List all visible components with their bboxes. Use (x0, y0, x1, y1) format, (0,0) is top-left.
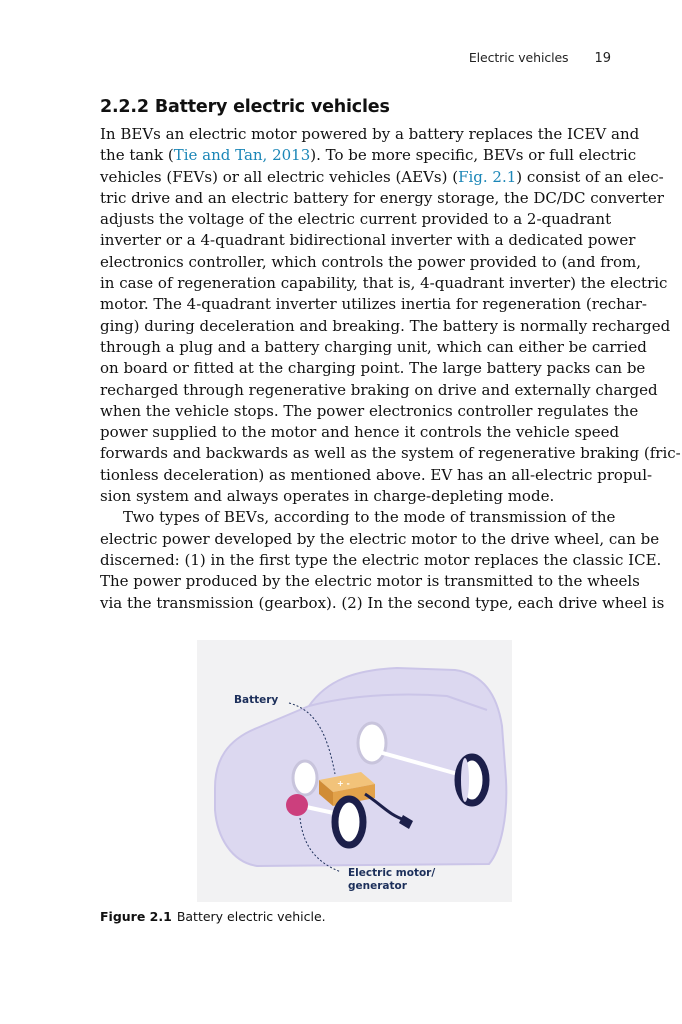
caption-label: Figure 2.1 (100, 909, 172, 924)
section-title: Battery electric vehicles (154, 97, 390, 117)
text-line: in case of regeneration capability, that is, 4-quadrant inverter) the electric (100, 274, 668, 293)
text-run: ) consist of an elec- (516, 167, 664, 186)
wheel-rear-left (358, 723, 386, 763)
text-run: vehicles (FEVs) or all electric vehicles (AEVs) ( (100, 167, 459, 186)
text-line: inverter or a 4-quadrant bidirectional inverter with a dedicated power (100, 231, 636, 250)
page-number: 19 (594, 51, 611, 66)
vehicle-illustration (197, 640, 512, 902)
text-line: electric power developed by the electric motor to the drive wheel, can be (100, 529, 660, 548)
figure-caption (100, 909, 326, 924)
text-line: electronics controller, which controls the power provided to (and from, (100, 252, 642, 271)
text-line (100, 167, 664, 188)
text-line: The power produced by the electric motor is transmitted to the wheels (100, 572, 640, 591)
running-head-title: Electric vehicles (468, 50, 569, 65)
wheel-front-right (335, 799, 363, 845)
text-line (100, 145, 637, 166)
body-text (100, 124, 681, 614)
citation-link[interactable]: Tie and Tan, 2013 (173, 146, 311, 165)
text-line: forwards and backwards as well as the system of regenerative braking (fric- (100, 444, 681, 463)
text-line: motor. The 4-quadrant inverter utilizes inertia for regeneration (rechar- (100, 295, 647, 314)
running-head (469, 50, 611, 66)
section-heading (100, 97, 390, 117)
text-line: Two types of BEVs, according to the mode of transmission of the (123, 508, 616, 527)
text-line: via the transmission (gearbox). (2) In the second type, each drive wheel is (100, 593, 665, 612)
text-run: the tank ( (100, 146, 174, 165)
text-line: power supplied to the motor and hence it controls the vehicle speed (100, 423, 620, 442)
text-line: adjusts the voltage of the electric current provided to a 2-quadrant (100, 210, 612, 229)
caption-text: Battery electric vehicle. (176, 909, 326, 924)
text-line: recharged through regenerative braking on drive and externally charged (100, 380, 658, 399)
text-line: tionless deceleration) as mentioned above. EV has an all-electric propul- (100, 465, 653, 484)
text-line: sion system and always operates in charge-depleting mode. (100, 487, 555, 506)
motor-label-line1: Electric motor/ (348, 867, 436, 879)
text-line: on board or fitted at the charging point. The large battery packs can be (100, 359, 646, 378)
wheel-rear-right (458, 757, 486, 803)
section-number: 2.2.2 (100, 97, 149, 117)
text-line (100, 124, 640, 145)
motor-label-line2: generator (348, 880, 407, 892)
battery-label: Battery (234, 694, 279, 706)
text-line: when the vehicle stops. The power electronics controller regulates the (100, 401, 639, 420)
text-line: discerned: (1) in the first type the electric motor replaces the classic ICE. (100, 550, 662, 569)
text-line: ging) during deceleration and breaking. The battery is normally recharged (100, 316, 671, 335)
text-line: through a plug and a battery charging unit, which can either be carried (100, 337, 647, 356)
text-run: ). To be more specific, BEVs or full electric (310, 146, 637, 165)
figure-link[interactable]: Fig. 2.1 (458, 167, 517, 186)
text-line: tric drive and an electric battery for energy storage, the DC/DC converter (100, 188, 664, 207)
text-run: In BEVs an electric motor powered by a battery replaces the ICEV and (100, 125, 640, 143)
electric-motor (286, 794, 308, 816)
figure-battery-electric-vehicle (197, 640, 512, 902)
svg-text:+ -: + - (337, 779, 350, 788)
wheel-front-left (293, 761, 317, 795)
